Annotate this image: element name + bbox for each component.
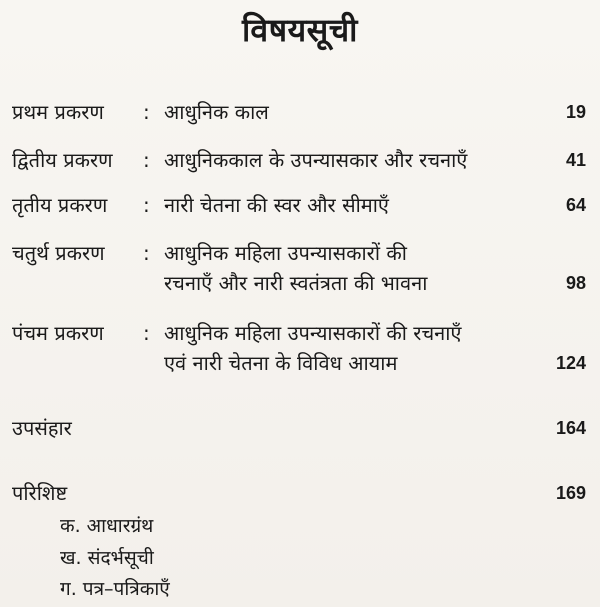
page-number: 64 [565,195,586,215]
chapter-label: चतुर्थ प्रकरण [12,241,105,265]
chapter-label: द्वितीय प्रकरण [12,148,113,172]
page-number: 169 [555,483,586,503]
chapter-title: आधुनिककाल के उपन्यासकार और रचनाएँ [164,148,468,172]
chapter-label: प्रथम प्रकरण [12,100,104,124]
page-number: 124 [555,353,586,373]
colon: : [143,148,150,172]
appendix-item: ग. पत्र–पत्रिकाएँ [60,578,170,600]
page-number: 41 [565,150,586,170]
conclusion-label: उपसंहार [12,416,72,440]
chapter-title: आधुनिक काल [164,100,269,124]
appendix-item: ख. संदर्भसूची [60,547,154,569]
appendix-label: परिशिष्ट [12,481,68,505]
colon: : [143,193,150,217]
page-number: 19 [565,102,586,122]
chapter-title: नारी चेतना की स्वर और सीमाएँ [164,193,389,217]
chapter-title-line-1: आधुनिक महिला उपन्यासकारों की रचनाएँ [164,321,462,345]
page-number: 98 [565,273,586,293]
chapter-title-line-2: एवं नारी चेतना के विविध आयाम [164,351,398,375]
chapter-title-line-2: रचनाएँ और नारी स्वतंत्रता की भावना [164,271,428,295]
page-number: 164 [555,418,586,438]
colon: : [143,321,150,345]
colon: : [143,241,150,265]
chapter-label: पंचम प्रकरण [12,321,104,345]
chapter-label: तृतीय प्रकरण [12,193,108,217]
appendix-item: क. आधारग्रंथ [60,515,154,537]
page-title: विषयसूची [242,11,358,49]
chapter-title-line-1: आधुनिक महिला उपन्यासकारों की [164,241,407,265]
colon: : [143,100,150,124]
